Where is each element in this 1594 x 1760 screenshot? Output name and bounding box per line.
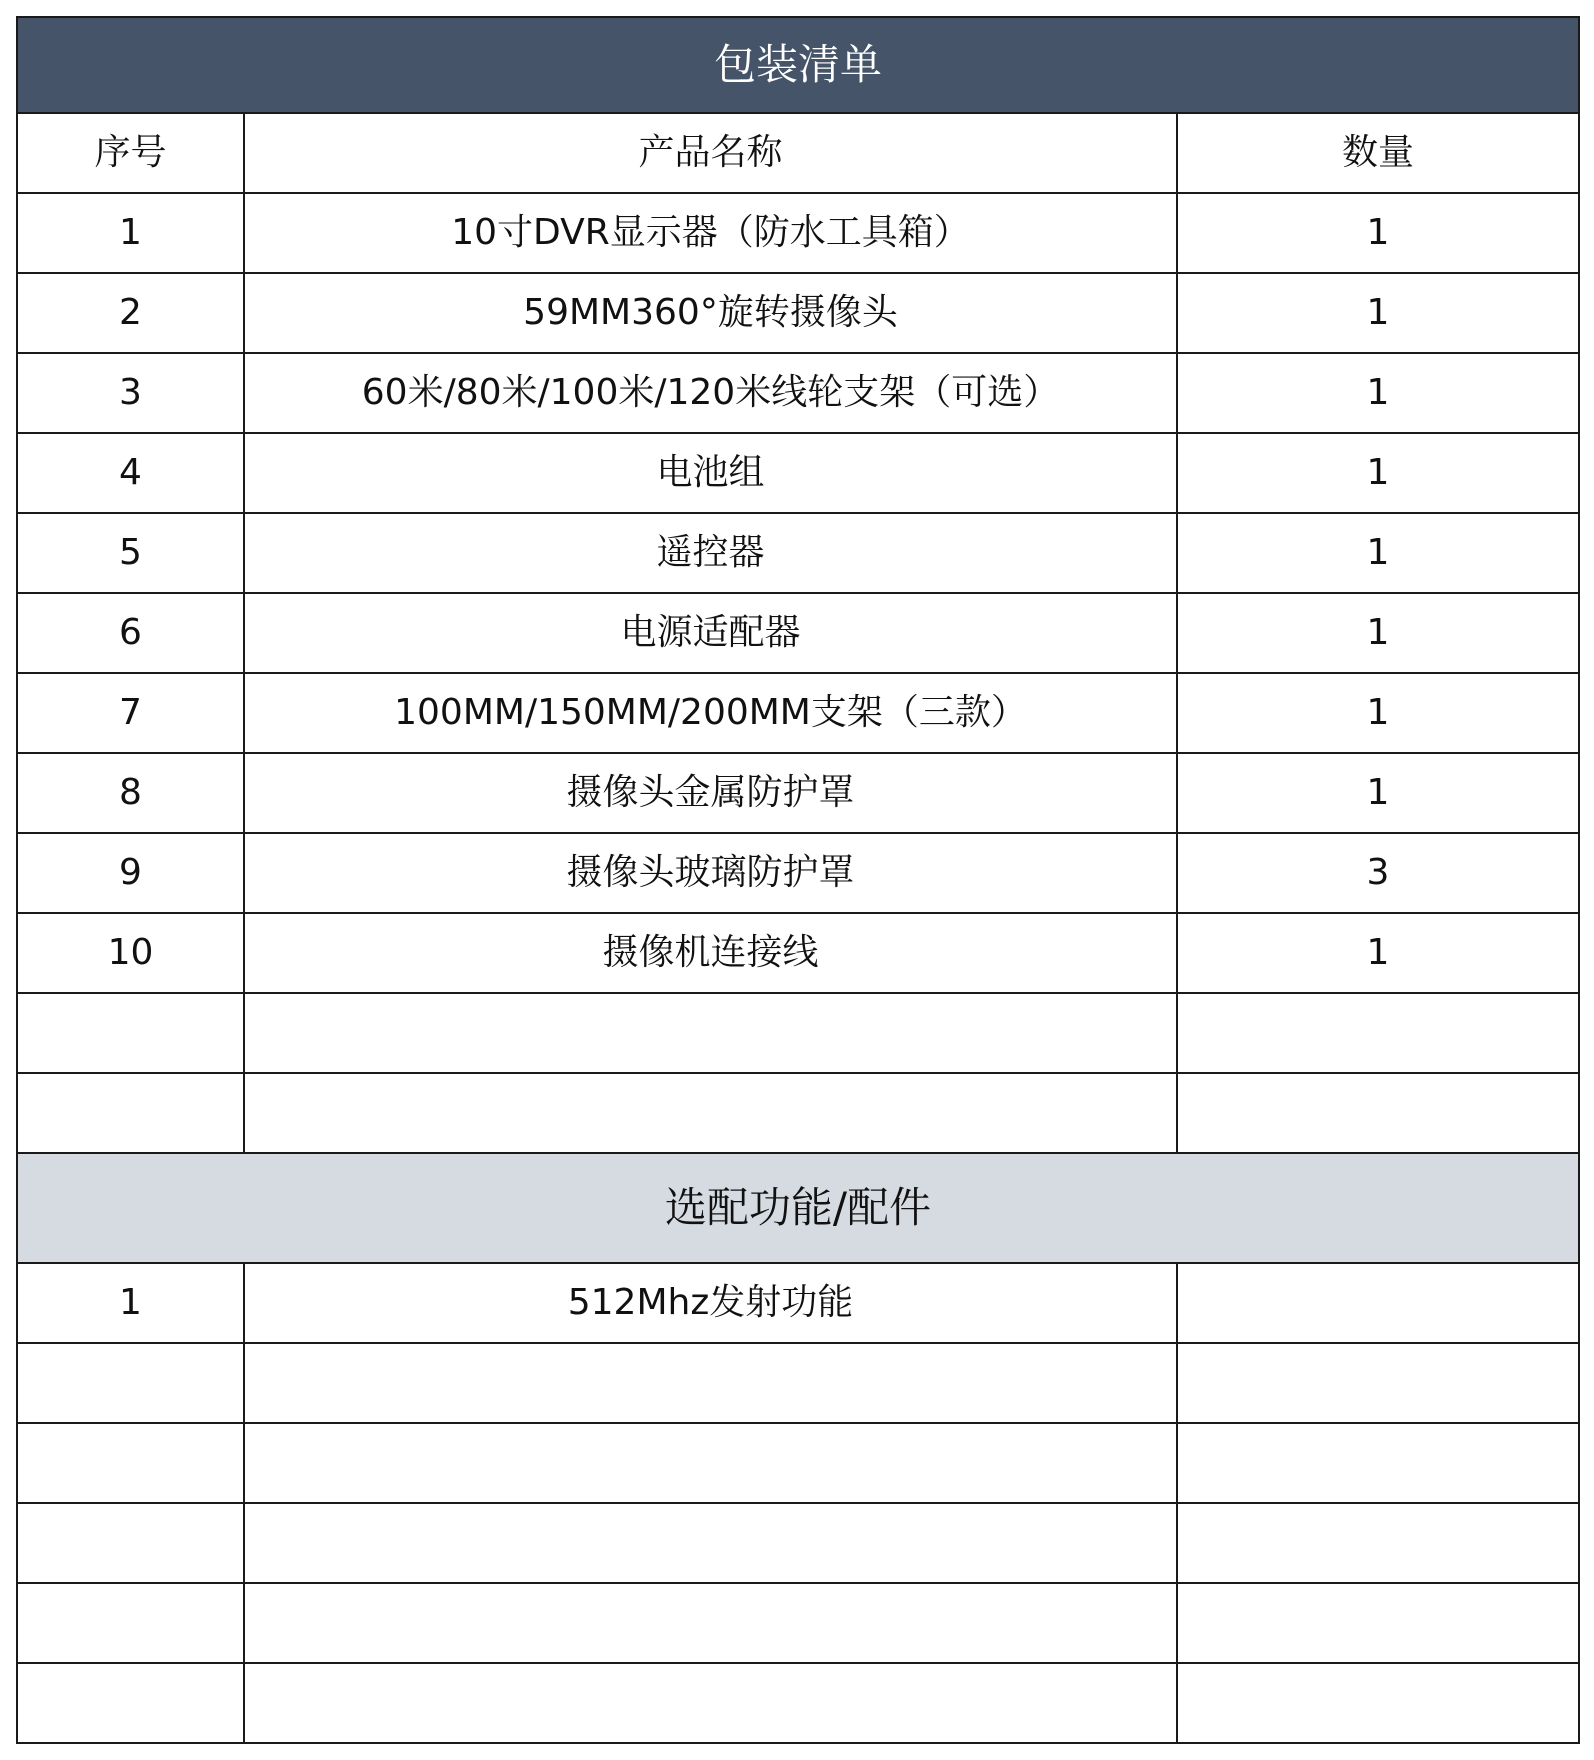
cell-qty: 1: [1177, 593, 1579, 673]
cell-index: 8: [17, 753, 244, 833]
title-row: [17, 17, 1579, 113]
table-row: [17, 433, 1579, 513]
cell-index: 3: [17, 353, 244, 433]
table-row: [17, 193, 1579, 273]
cell-qty: [1177, 1343, 1579, 1423]
column-header-qty: 数量: [1177, 113, 1579, 193]
cell-index: [17, 993, 244, 1073]
table-row: [17, 673, 1579, 753]
cell-qty: [1177, 1073, 1579, 1153]
cell-index: 6: [17, 593, 244, 673]
cell-qty: [1177, 1423, 1579, 1503]
cell-index: [17, 1503, 244, 1583]
cell-qty: 1: [1177, 513, 1579, 593]
packing-list-table: [16, 16, 1580, 1744]
cell-qty: 1: [1177, 753, 1579, 833]
option-row: [17, 1663, 1579, 1743]
cell-name: 电池组: [244, 433, 1177, 513]
option-row: [17, 1423, 1579, 1503]
column-header-name: 产品名称: [244, 113, 1177, 193]
cell-qty: 1: [1177, 353, 1579, 433]
table-row: [17, 513, 1579, 593]
table-row: [17, 353, 1579, 433]
cell-index: [17, 1343, 244, 1423]
cell-qty: 3: [1177, 833, 1579, 913]
cell-name: 512Mhz发射功能: [244, 1263, 1177, 1343]
cell-name: [244, 1343, 1177, 1423]
cell-name: [244, 1073, 1177, 1153]
page-title: 包装清单: [17, 17, 1579, 113]
cell-name: 摄像头金属防护罩: [244, 753, 1177, 833]
options-section-title: 选配功能/配件: [17, 1153, 1579, 1263]
cell-qty: 1: [1177, 673, 1579, 753]
table-row: [17, 913, 1579, 993]
cell-index: 2: [17, 273, 244, 353]
options-section-row: [17, 1153, 1579, 1263]
cell-name: 摄像头玻璃防护罩: [244, 833, 1177, 913]
cell-index: 7: [17, 673, 244, 753]
cell-qty: 1: [1177, 193, 1579, 273]
cell-name: 60米/80米/100米/120米线轮支架（可选）: [244, 353, 1177, 433]
cell-name: 遥控器: [244, 513, 1177, 593]
cell-index: 5: [17, 513, 244, 593]
table-row: [17, 833, 1579, 913]
cell-index: [17, 1073, 244, 1153]
cell-index: 1: [17, 193, 244, 273]
header-row: [17, 113, 1579, 193]
cell-qty: [1177, 1503, 1579, 1583]
table-row: [17, 993, 1579, 1073]
cell-name: 电源适配器: [244, 593, 1177, 673]
column-header-index: 序号: [17, 113, 244, 193]
cell-qty: [1177, 1263, 1579, 1343]
option-row: [17, 1503, 1579, 1583]
option-row: [17, 1583, 1579, 1663]
table-row: [17, 1073, 1579, 1153]
table-row: [17, 273, 1579, 353]
cell-name: [244, 1663, 1177, 1743]
cell-qty: 1: [1177, 913, 1579, 993]
cell-index: 9: [17, 833, 244, 913]
cell-index: 1: [17, 1263, 244, 1343]
cell-index: [17, 1423, 244, 1503]
cell-qty: 1: [1177, 433, 1579, 513]
option-row: [17, 1263, 1579, 1343]
cell-name: 59MM360°旋转摄像头: [244, 273, 1177, 353]
cell-name: 100MM/150MM/200MM支架（三款）: [244, 673, 1177, 753]
cell-name: 10寸DVR显示器（防水工具箱）: [244, 193, 1177, 273]
cell-name: [244, 1503, 1177, 1583]
cell-index: [17, 1583, 244, 1663]
option-row: [17, 1343, 1579, 1423]
cell-name: [244, 1583, 1177, 1663]
table-row: [17, 593, 1579, 673]
packing-list-sheet: [16, 16, 1578, 1744]
cell-name: [244, 1423, 1177, 1503]
cell-index: 4: [17, 433, 244, 513]
table-row: [17, 753, 1579, 833]
cell-qty: [1177, 993, 1579, 1073]
cell-index: 10: [17, 913, 244, 993]
cell-index: [17, 1663, 244, 1743]
cell-qty: [1177, 1583, 1579, 1663]
cell-name: [244, 993, 1177, 1073]
cell-qty: 1: [1177, 273, 1579, 353]
cell-qty: [1177, 1663, 1579, 1743]
cell-name: 摄像机连接线: [244, 913, 1177, 993]
